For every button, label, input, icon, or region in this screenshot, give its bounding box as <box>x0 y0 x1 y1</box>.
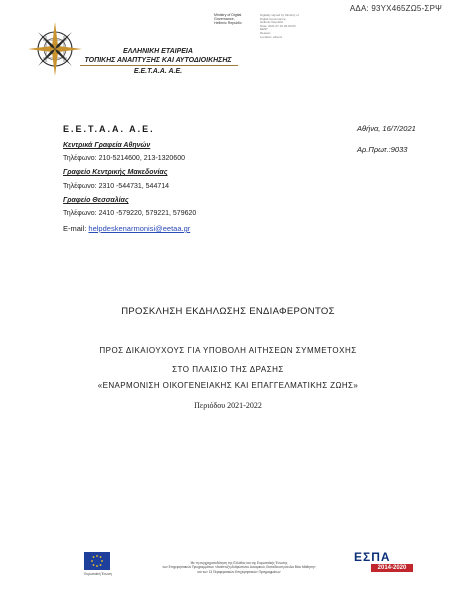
digital-signature-stamp <box>214 13 304 39</box>
company-divider <box>80 65 238 66</box>
funding-text <box>120 561 358 574</box>
signature-line: Hellenic Republic <box>214 21 242 26</box>
protocol-number: Αρ.Πρωτ.:9033 <box>357 145 408 154</box>
signature-line: Ministry of Digital <box>214 13 242 17</box>
ada-code: ΑΔΑ: 93ΥΧ465ΖΩ5-ΣΡΨ <box>349 4 442 13</box>
espa-logo <box>354 550 416 574</box>
signature-details <box>260 14 304 39</box>
office-label-macedonia: Γραφείο Κεντρικής Μακεδονίας <box>63 169 168 176</box>
signature-detail: Digitally signed by Ministry of <box>260 13 299 17</box>
document-title: ΠΡΟΣΚΛΗΣΗ ΕΚΔΗΛΩΣΗΣ ΕΝΔΙΑΦΕΡΟΝΤΟΣ <box>121 306 335 317</box>
signature-detail: EEST <box>260 27 268 32</box>
email-line <box>63 224 190 233</box>
document-date: Αθήνα, 16/7/2021 <box>357 124 416 133</box>
office-label-thessaly: Γραφείο Θεσσαλίας <box>63 197 129 204</box>
signature-detail: Hellenic Republic <box>260 20 284 25</box>
signature-signer <box>214 13 258 26</box>
funding-footer <box>84 550 414 590</box>
company-name-line: ΤΟΠΙΚΗΣ ΑΝΑΠΤΥΞΗΣ ΚΑΙ ΑΥΤΟΔΙΟΙΚΗΣΗΣ <box>84 57 232 64</box>
document-subtitle: ΠΡΟΣ ΔΙΚΑΙΟΥΧΟΥΣ ΓΙΑ ΥΠΟΒΟΛΗ ΑΙΤΗΣΕΩΝ ΣΥΜΜΕΤΟΧΗΣ <box>99 346 357 355</box>
office-phone-macedonia: Τηλέφωνο: 2310 -544731, 544714 <box>63 183 170 190</box>
email-label: E-mail: <box>63 224 89 233</box>
espa-years: 2014-2020 <box>371 564 413 572</box>
signature-detail: Location: Athens <box>260 34 283 39</box>
espa-wordmark: ΕΣΠΑ <box>354 550 391 564</box>
eu-caption: Ευρωπαϊκή Ένωση <box>84 572 112 576</box>
signature-detail: Digital Governance, <box>260 16 287 21</box>
signature-detail: Date: 2021.07.16 20:00:00 <box>260 23 296 28</box>
signature-detail: Reason: <box>260 30 272 35</box>
company-name-line: ΕΛΛΗΝΙΚΗ ΕΤΑΙΡΕΙΑ <box>123 48 193 55</box>
company-name-line: Ε.Ε.Τ.Α.Α. Α.Ε. <box>133 68 183 75</box>
funding-text-line: και των 13 Περιφερειακών Επιχειρησιακών Προγραμμάτων <box>197 569 281 574</box>
company-name-block <box>58 47 238 83</box>
funding-text-line: των Επιχειρησιακών Προγραμμάτων «Ανάπτυξη Ανθρώπινου Δυναμικού, Εκπαίδευση και Δια Βίου Μάθηση» <box>162 565 316 570</box>
sender-name: Ε.Ε.Τ.Α.Α. Α.Ε. <box>63 124 155 134</box>
funding-text-line: Με τη συγχρηματοδότηση της Ελλάδας και της Ευρωπαϊκής Ένωσης <box>190 561 288 565</box>
office-label-athens: Κεντρικά Γραφεία Αθηνών <box>63 142 151 149</box>
program-name: «ΕΝΑΡΜΟΝΙΣΗ ΟΙΚΟΓΕΝΕΙΑΚΗΣ ΚΑΙ ΕΠΑΓΓΕΛΜΑΤΙΚΗΣ ΖΩΗΣ» <box>97 381 359 390</box>
document-subtitle: ΣΤΟ ΠΛΑΙΣΙΟ ΤΗΣ ΔΡΑΣΗΣ <box>172 365 284 374</box>
office-phone-athens: Τηλέφωνο: 210-5214600, 213-1320600 <box>63 155 185 162</box>
signature-line: Governance, <box>214 17 235 22</box>
office-phone-thessaly: Τηλέφωνο: 2410 -579220, 579221, 579620 <box>63 210 197 217</box>
eu-flag-icon <box>84 552 110 570</box>
email-link[interactable]: helpdeskenarmonisi@eetaa.gr <box>88 224 191 233</box>
program-period: Περιόδου 2021-2022 <box>194 401 262 410</box>
